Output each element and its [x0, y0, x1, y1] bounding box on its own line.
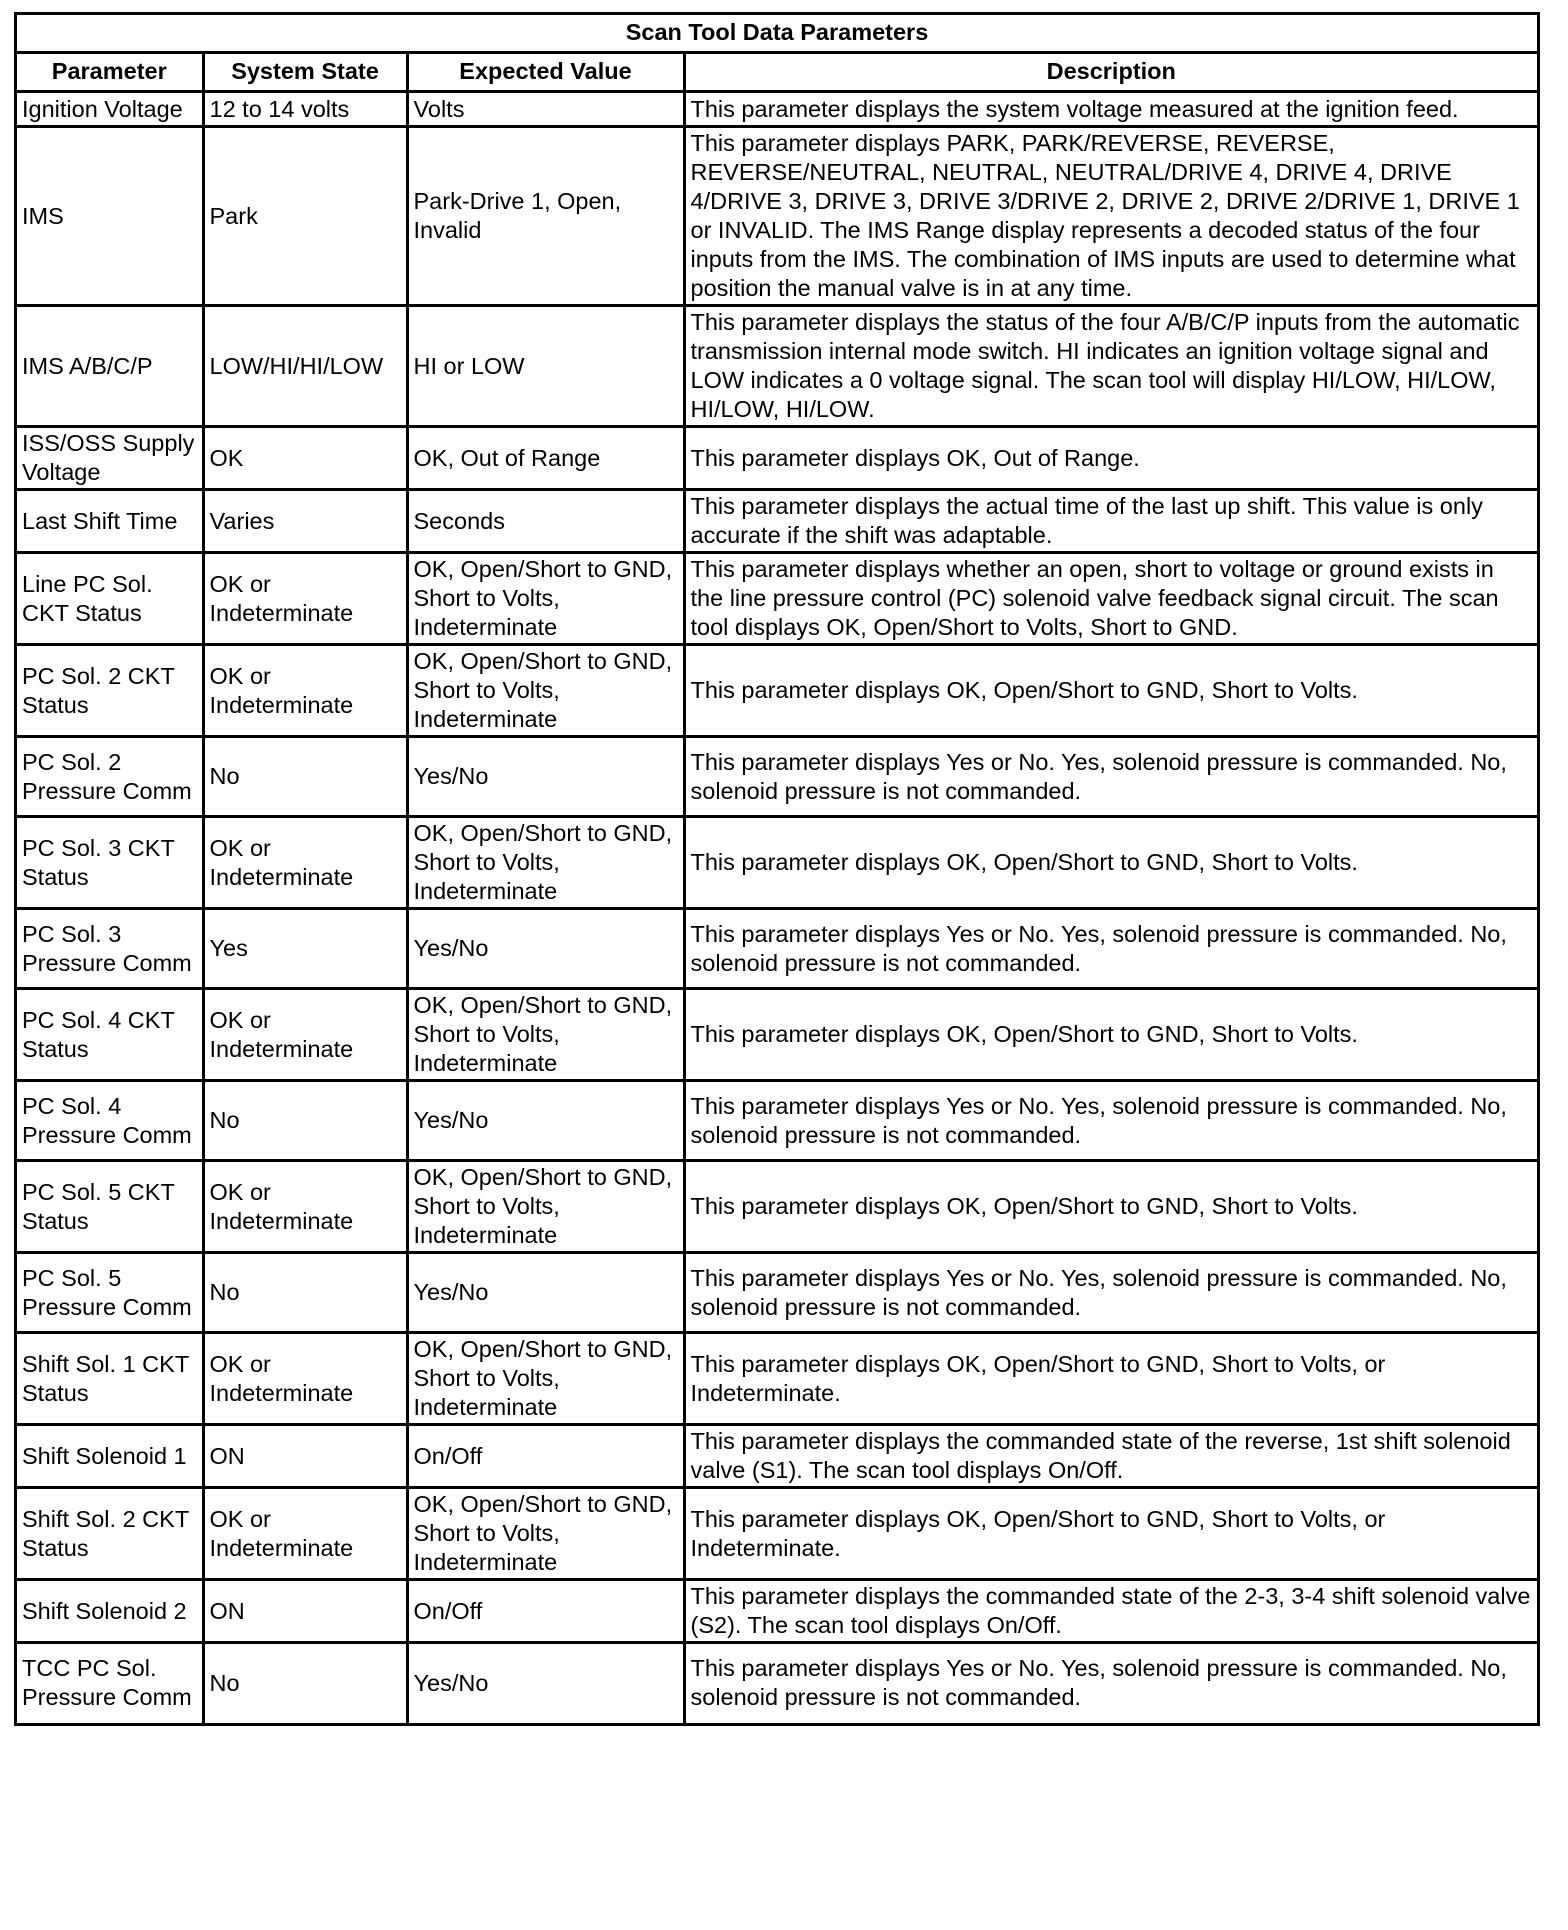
cell-parameter: TCC PC Sol. Pressure Comm	[17, 1643, 203, 1723]
parameters-table	[17, 15, 1537, 1723]
cell-parameter: Shift Solenoid 1	[17, 1425, 203, 1488]
table-body	[17, 92, 1537, 1723]
cell-description: This parameter displays the commanded state of the reverse, 1st shift solenoid valve (S1). The scan tool displays On/Off.	[684, 1425, 1537, 1488]
cell-expected-value: OK, Open/Short to GND, Short to Volts, Indeterminate	[407, 989, 684, 1081]
table-row	[17, 1333, 1537, 1425]
cell-parameter: IMS	[17, 127, 203, 306]
cell-description: This parameter displays Yes or No. Yes, solenoid pressure is commanded. No, solenoid pressure is not commanded.	[684, 1643, 1537, 1723]
cell-parameter: Last Shift Time	[17, 490, 203, 553]
cell-system-state: OK or Indeterminate	[203, 1333, 407, 1425]
cell-system-state: Varies	[203, 490, 407, 553]
cell-expected-value: OK, Open/Short to GND, Short to Volts, Indeterminate	[407, 1161, 684, 1253]
cell-parameter: PC Sol. 5 CKT Status	[17, 1161, 203, 1253]
cell-expected-value: Yes/No	[407, 1643, 684, 1723]
cell-parameter: PC Sol. 5 Pressure Comm	[17, 1253, 203, 1333]
cell-system-state: OK or Indeterminate	[203, 989, 407, 1081]
table-row	[17, 645, 1537, 737]
cell-system-state: Park	[203, 127, 407, 306]
cell-parameter: IMS A/B/C/P	[17, 306, 203, 427]
cell-expected-value: Park-Drive 1, Open, Invalid	[407, 127, 684, 306]
cell-parameter: PC Sol. 3 CKT Status	[17, 817, 203, 909]
cell-description: This parameter displays OK, Open/Short to GND, Short to Volts, or Indeterminate.	[684, 1488, 1537, 1580]
header-parameter: Parameter	[17, 53, 203, 92]
table-title: Scan Tool Data Parameters	[17, 15, 1537, 53]
cell-expected-value: OK, Out of Range	[407, 427, 684, 490]
cell-expected-value: OK, Open/Short to GND, Short to Volts, Indeterminate	[407, 645, 684, 737]
table-row	[17, 427, 1537, 490]
cell-system-state: OK or Indeterminate	[203, 1488, 407, 1580]
cell-expected-value: OK, Open/Short to GND, Short to Volts, Indeterminate	[407, 1333, 684, 1425]
cell-expected-value: Yes/No	[407, 1253, 684, 1333]
cell-system-state: OK or Indeterminate	[203, 553, 407, 645]
table-row	[17, 1643, 1537, 1723]
table-row	[17, 737, 1537, 817]
cell-system-state: No	[203, 1253, 407, 1333]
cell-description: This parameter displays OK, Open/Short to GND, Short to Volts.	[684, 817, 1537, 909]
cell-expected-value: On/Off	[407, 1425, 684, 1488]
cell-description: This parameter displays the system voltage measured at the ignition feed.	[684, 92, 1537, 127]
cell-description: This parameter displays OK, Open/Short to GND, Short to Volts, or Indeterminate.	[684, 1333, 1537, 1425]
header-system-state: System State	[203, 53, 407, 92]
cell-expected-value: Yes/No	[407, 737, 684, 817]
cell-system-state: LOW/HI/HI/LOW	[203, 306, 407, 427]
table-row	[17, 1488, 1537, 1580]
cell-expected-value: HI or LOW	[407, 306, 684, 427]
cell-system-state: No	[203, 1643, 407, 1723]
cell-expected-value: OK, Open/Short to GND, Short to Volts, Indeterminate	[407, 817, 684, 909]
cell-expected-value: Seconds	[407, 490, 684, 553]
header-description: Description	[684, 53, 1537, 92]
cell-system-state: OK or Indeterminate	[203, 645, 407, 737]
cell-description: This parameter displays PARK, PARK/REVERSE, REVERSE, REVERSE/NEUTRAL, NEUTRAL, NEUTRAL/DRIVE 4, DRIVE 4, DRIVE 4/DRIVE 3, DRIVE 3, DRIVE 3/DRIVE 2, DRIVE 2, DRIVE 2/DRIVE 1, DRIVE 1 or INVALID. The IMS Range display represents a decoded status of the four inputs from the IMS. The combination of IMS inputs are used to determine what position the manual valve is in at any time.	[684, 127, 1537, 306]
table-row	[17, 989, 1537, 1081]
cell-description: This parameter displays Yes or No. Yes, solenoid pressure is commanded. No, solenoid pressure is not commanded.	[684, 737, 1537, 817]
cell-parameter: PC Sol. 4 Pressure Comm	[17, 1081, 203, 1161]
table-row	[17, 1161, 1537, 1253]
cell-parameter: ISS/OSS Supply Voltage	[17, 427, 203, 490]
cell-system-state: OK or Indeterminate	[203, 817, 407, 909]
cell-expected-value: Yes/No	[407, 1081, 684, 1161]
cell-description: This parameter displays the status of the four A/B/C/P inputs from the automatic transmission internal mode switch. HI indicates an ignition voltage signal and LOW indicates a 0 voltage signal. The scan tool will display HI/LOW, HI/LOW, HI/LOW, HI/LOW.	[684, 306, 1537, 427]
cell-parameter: Shift Solenoid 2	[17, 1580, 203, 1643]
table-row	[17, 127, 1537, 306]
cell-description: This parameter displays OK, Out of Range.	[684, 427, 1537, 490]
cell-parameter: Ignition Voltage	[17, 92, 203, 127]
table-row	[17, 1425, 1537, 1488]
cell-description: This parameter displays Yes or No. Yes, solenoid pressure is commanded. No, solenoid pressure is not commanded.	[684, 1253, 1537, 1333]
table-row	[17, 1580, 1537, 1643]
cell-system-state: ON	[203, 1425, 407, 1488]
cell-system-state: Yes	[203, 909, 407, 989]
cell-description: This parameter displays Yes or No. Yes, solenoid pressure is commanded. No, solenoid pressure is not commanded.	[684, 909, 1537, 989]
cell-system-state: ON	[203, 1580, 407, 1643]
table-row	[17, 1253, 1537, 1333]
cell-description: This parameter displays OK, Open/Short to GND, Short to Volts.	[684, 645, 1537, 737]
cell-system-state: 12 to 14 volts	[203, 92, 407, 127]
table-row	[17, 490, 1537, 553]
cell-parameter: PC Sol. 2 CKT Status	[17, 645, 203, 737]
cell-system-state: OK	[203, 427, 407, 490]
cell-description: This parameter displays OK, Open/Short to GND, Short to Volts.	[684, 1161, 1537, 1253]
cell-expected-value: OK, Open/Short to GND, Short to Volts, Indeterminate	[407, 553, 684, 645]
cell-parameter: Shift Sol. 2 CKT Status	[17, 1488, 203, 1580]
table-row	[17, 553, 1537, 645]
table-row	[17, 92, 1537, 127]
cell-expected-value: OK, Open/Short to GND, Short to Volts, Indeterminate	[407, 1488, 684, 1580]
cell-parameter: Line PC Sol. CKT Status	[17, 553, 203, 645]
cell-system-state: No	[203, 1081, 407, 1161]
table-row	[17, 909, 1537, 989]
header-expected-value: Expected Value	[407, 53, 684, 92]
scan-tool-data-table	[14, 12, 1540, 1726]
table-row	[17, 1081, 1537, 1161]
cell-expected-value: Yes/No	[407, 909, 684, 989]
cell-parameter: PC Sol. 3 Pressure Comm	[17, 909, 203, 989]
table-row	[17, 306, 1537, 427]
table-row	[17, 817, 1537, 909]
cell-expected-value: Volts	[407, 92, 684, 127]
cell-system-state: OK or Indeterminate	[203, 1161, 407, 1253]
cell-description: This parameter displays OK, Open/Short to GND, Short to Volts.	[684, 989, 1537, 1081]
cell-parameter: PC Sol. 4 CKT Status	[17, 989, 203, 1081]
cell-description: This parameter displays whether an open, short to voltage or ground exists in the line pressure control (PC) solenoid valve feedback signal circuit. The scan tool displays OK, Open/Short to Volts, Short to GND.	[684, 553, 1537, 645]
cell-parameter: Shift Sol. 1 CKT Status	[17, 1333, 203, 1425]
cell-description: This parameter displays Yes or No. Yes, solenoid pressure is commanded. No, solenoid pressure is not commanded.	[684, 1081, 1537, 1161]
cell-expected-value: On/Off	[407, 1580, 684, 1643]
cell-description: This parameter displays the actual time of the last up shift. This value is only accurate if the shift was adaptable.	[684, 490, 1537, 553]
cell-parameter: PC Sol. 2 Pressure Comm	[17, 737, 203, 817]
cell-system-state: No	[203, 737, 407, 817]
cell-description: This parameter displays the commanded state of the 2-3, 3-4 shift solenoid valve (S2). The scan tool displays On/Off.	[684, 1580, 1537, 1643]
